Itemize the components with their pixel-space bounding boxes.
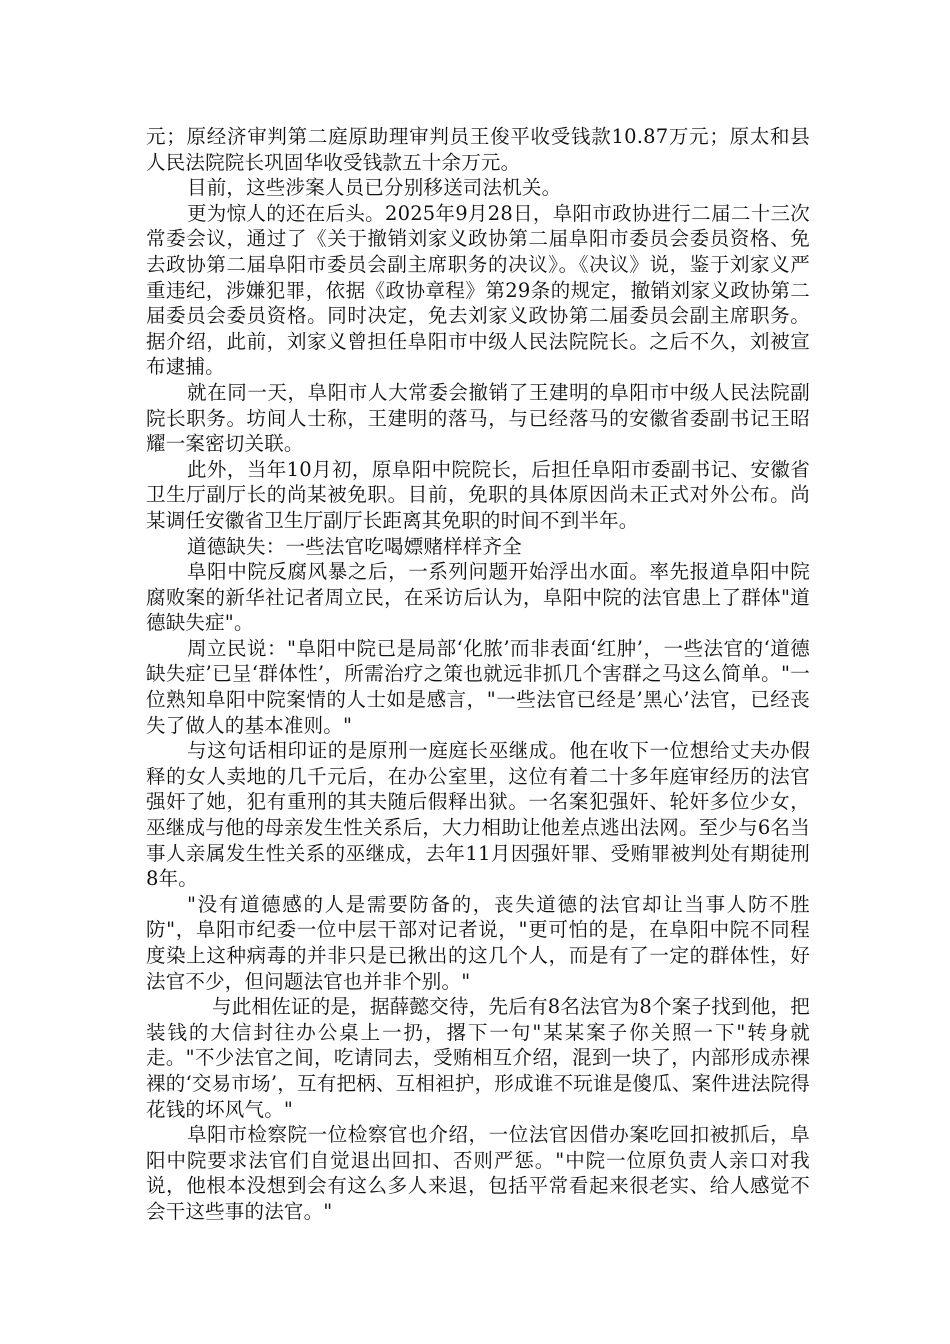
paragraph: 与这句话相印证的是原刑一庭庭长巫继成。他在收下一位想给丈夫办假释的女人卖地的几千元后，在办公室里，这位有着二十多年庭审经历的法官强奸了她，犯有重刑的其夫随后假释出狱。一名案犯强奸、轮奸多位少女，巫继成与他的母亲发生性关系后，大力相助让他差点逃出法网。至少与6名当事人亲属发生性关系的巫继成，去年11月因强奸罪、受贿罪被判处有期徒刑8年。	[146, 739, 810, 891]
paragraph: "没有道德感的人是需要防备的，丧失道德的法官却让当事人防不胜防"，阜阳市纪委一位中层干部对记者说，"更可怕的是，在阜阳中院不同程度染上这种病毒的并非只是已揪出的这几个人，而是有了一定的群体性，好法官不少，但问题法官也并非个别。"	[146, 892, 810, 993]
paragraph: 目前，这些涉案人员已分别移送司法机关。	[187, 176, 562, 200]
paragraph: 此外，当年10月初，原阜阳中院院长，后担任阜阳市委副书记、安徽省卫生厅副厅长的尚某被免职。目前，免职的具体原因尚未正式对外公布。尚某调任安徽省卫生厅副厅长距离其免职的时间不到半年。	[146, 457, 810, 532]
paragraph: 与此相佐证的是，据薛懿交待，先后有8名法官为8个案子找到他，把装钱的大信封往办公桌上一扔，撂下一句"某某案子你关照一下"转身就走。"不少法官之间，吃请同去，受贿相互介绍，混到一块了，内部形成赤裸裸的‘交易市场’，互有把柄、互相袒护，形成谁不玩谁是傻瓜、案件进法院得花钱的坏风气。"	[146, 995, 810, 1121]
article-body	[146, 124, 810, 1225]
paragraph: 更为惊人的还在后头。2025年9月28日，阜阳市政协进行二届二十三次常委会议，通过了《关于撤销刘家义政协第二届阜阳市委员会委员资格、免去政协第二届阜阳市委员会副主席职务的决议》。《决议》说，鉴于刘家义严重违纪，涉嫌犯罪，依据《政协章程》第29条的规定，撤销刘家义政协第二届委员会委员资格。同时决定，免去刘家义政协第二届委员会副主席职务。据介绍，此前，刘家义曾担任阜阳市中级人民法院院长。之后不久，刘被宣布逮捕。	[146, 201, 810, 379]
paragraph: 就在同一天，阜阳市人大常委会撤销了王建明的阜阳市中级人民法院副院长职务。坊间人士称，王建明的落马，与已经落马的安徽省委副书记王昭耀一案密切关联。	[146, 380, 810, 456]
section-heading: 道德缺失：一些法官吃喝嫖赌样样齐全	[187, 534, 522, 558]
paragraph: 周立民说："阜阳中院已是局部‘化脓’而非表面‘红肿’，一些法官的‘道德缺失症’已呈‘群体性’，所需治疗之策也就远非抓几个害群之马这么简单。"一位熟知阜阳中院案情的人士如是感言，"一些法官已经是’黑心’法官，已经丧失了做人的基本准则。"	[146, 636, 810, 737]
paragraph: 阜阳中院反腐风暴之后，一系列问题开始浮出水面。率先报道阜阳中院腐败案的新华社记者周立民，在采访后认为，阜阳中院的法官患上了群体"道德缺失症"。	[146, 560, 810, 635]
paragraph: 阜阳市检察院一位检察官也介绍，一位法官因借办案吃回扣被抓后，阜阳中院要求法官们自觉退出回扣、否则严惩。"中院一位原负责人亲口对我说，他根本没想到会有这么多人来退，包括平常看起来很老实、给人感觉不会干这些事的法官。"	[146, 1123, 810, 1223]
paragraph: 元；原经济审判第二庭原助理审判员王俊平收受钱款10.87万元；原太和县人民法院院长巩固华收受钱款五十余万元。	[146, 125, 810, 174]
